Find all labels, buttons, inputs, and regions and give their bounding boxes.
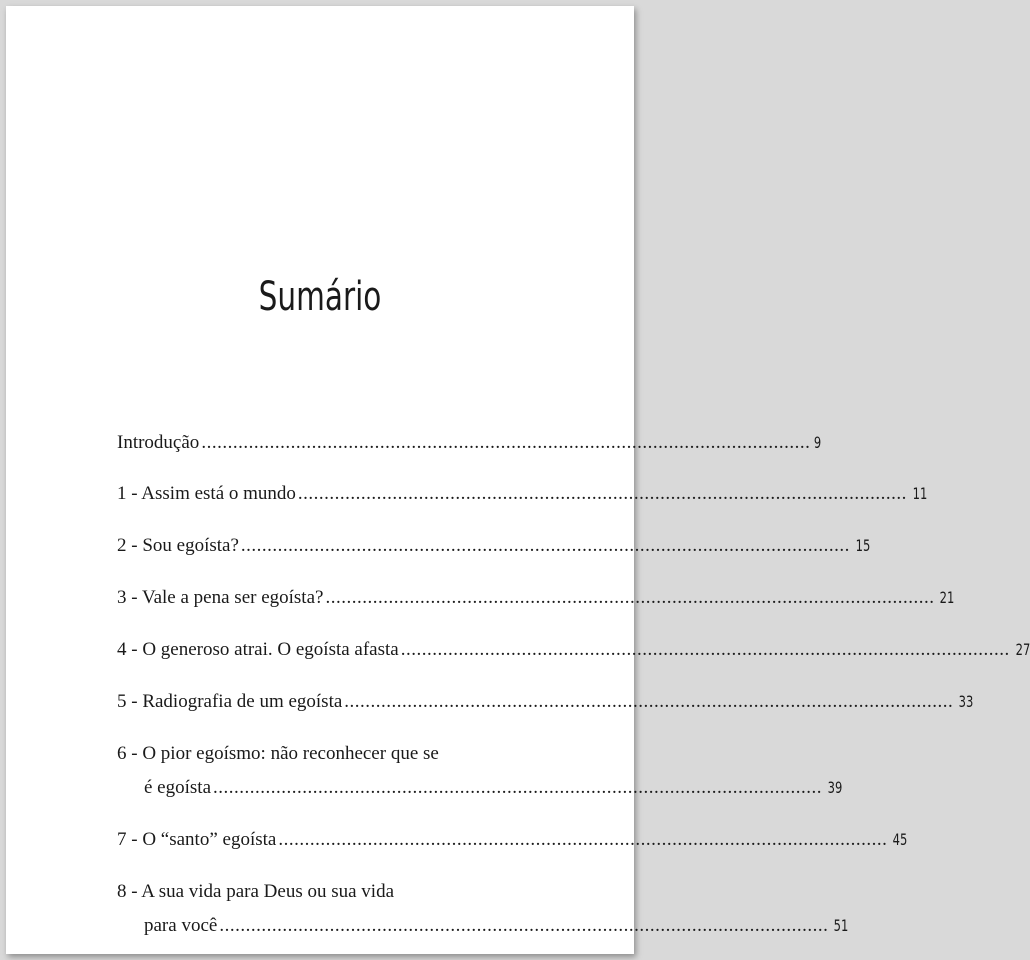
toc-page-number: 21 <box>940 588 955 607</box>
toc-entry-1 <box>117 477 928 511</box>
toc-entry-title-continuation: para você <box>144 915 218 936</box>
toc-page-number: 27 <box>1015 640 1030 659</box>
toc-entry-2 <box>117 529 871 563</box>
toc-page-number: 45 <box>893 830 908 849</box>
toc-page-number: 33 <box>958 692 974 711</box>
toc-entry-7 <box>117 823 908 857</box>
toc-entry-title: 3 - Vale a pena ser egoísta? <box>117 587 324 608</box>
dot-leader: .................................................................................................................... <box>240 535 850 556</box>
table-of-contents <box>117 426 1030 943</box>
toc-entry-title: 4 - O generoso atrai. O egoísta afasta <box>117 639 399 660</box>
toc-entry-title: 7 - O “santo” egoísta <box>117 829 277 850</box>
toc-entry-6 <box>117 737 843 805</box>
toc-entry-title: 5 - Radiografia de um egoísta <box>117 691 343 712</box>
toc-entry-title: Introdução <box>117 432 200 453</box>
toc-page-number: 11 <box>912 484 928 503</box>
toc-entry-title: 6 - O pior egoísmo: não reconhecer que se <box>117 743 439 764</box>
dot-leader: .................................................................................................................... <box>344 691 954 712</box>
toc-entry-4 <box>117 633 1030 667</box>
toc-entry-title: 2 - Sou egoísta? <box>117 535 239 556</box>
dot-leader: .................................................................................................................... <box>201 432 811 453</box>
toc-entry-8 <box>117 875 849 943</box>
dot-leader: .................................................................................................................... <box>213 777 823 798</box>
toc-page-number: 39 <box>827 778 843 797</box>
toc-entry-title: 1 - Assim está o mundo <box>117 483 296 504</box>
toc-entry-title-continuation: é egoísta <box>144 777 212 798</box>
dot-leader: .................................................................................................................... <box>278 829 888 850</box>
book-page <box>6 6 1030 954</box>
dot-leader: .................................................................................................................... <box>297 483 907 504</box>
toc-entry-introduction <box>117 426 822 460</box>
dot-leader: .................................................................................................................... <box>219 915 829 936</box>
toc-entry-title: 8 - A sua vida para Deus ou sua vida <box>117 881 395 902</box>
dot-leader: .................................................................................................................... <box>400 639 1010 660</box>
page-title: Sumário <box>258 274 382 320</box>
toc-page-number: 9 <box>814 433 822 452</box>
toc-page-number: 51 <box>833 916 849 935</box>
dot-leader: .................................................................................................................... <box>325 587 935 608</box>
toc-entry-3 <box>117 581 955 615</box>
toc-page-number: 15 <box>855 536 871 555</box>
toc-entry-5 <box>117 685 974 719</box>
